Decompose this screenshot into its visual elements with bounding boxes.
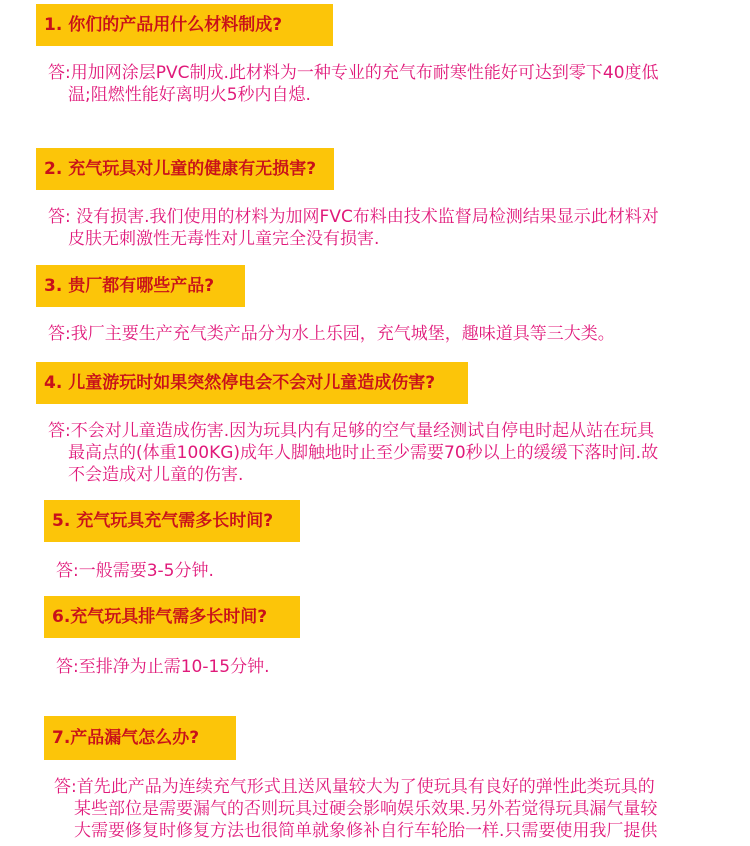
question-3: 3. 贵厂都有哪些产品? — [36, 265, 245, 307]
answer-2-line-2: 皮肤无刺激性无毒性对儿童完全没有损害. — [68, 229, 380, 249]
question-5: 5. 充气玩具充气需多长时间? — [44, 500, 300, 542]
answer-5 — [56, 560, 214, 582]
answer-7-line-1: 答:首先此产品为连续充气形式且送风量较大为了使玩具有良好的弹性此类玩具的 — [54, 777, 655, 797]
answer-1-line-2: 温;阻燃性能好离明火5秒内自熄. — [68, 85, 311, 105]
question-7: 7.产品漏气怎么办? — [44, 716, 236, 760]
question-4: 4. 儿童游玩时如果突然停电会不会对儿童造成伤害? — [36, 362, 468, 404]
answer-4-line-1: 答:不会对儿童造成伤害.因为玩具内有足够的空气量经测试自停电时起从站在玩具 — [48, 421, 655, 441]
answer-6 — [56, 656, 270, 678]
question-1: 1. 你们的产品用什么材料制成? — [36, 4, 333, 46]
answer-4 — [48, 420, 658, 486]
question-6: 6.充气玩具排气需多长时间? — [44, 596, 300, 638]
answer-3-line-1: 答:我厂主要生产充气类产品分为水上乐园，充气城堡，趣味道具等三大类。 — [48, 324, 615, 344]
answer-7-line-2: 某些部位是需要漏气的否则玩具过硬会影响娱乐效果.另外若觉得玩具漏气量较 — [74, 799, 658, 819]
question-2: 2. 充气玩具对儿童的健康有无损害? — [36, 148, 334, 190]
answer-5-line-1: 答:一般需要3-5分钟. — [56, 561, 214, 581]
answer-6-line-1: 答:至排净为止需10-15分钟. — [56, 657, 270, 677]
answer-7-line-3: 大需要修复时修复方法也很简单就象修补自行车轮胎一样.只需要使用我厂提供 — [74, 821, 658, 841]
answer-2-line-1: 答: 没有损害.我们使用的材料为加网FVC布料由技术监督局检测结果显示此材料对 — [48, 207, 659, 227]
answer-2 — [48, 206, 659, 250]
answer-7 — [54, 776, 657, 842]
answer-4-line-3: 不会造成对儿童的伤害. — [68, 465, 244, 485]
answer-4-line-2: 最高点的(体重100KG)成年人脚触地时止至少需要70秒以上的缓缓下落时间.故 — [68, 443, 659, 463]
answer-1 — [48, 62, 659, 106]
answer-1-line-1: 答:用加网涂层PVC制成.此材料为一种专业的充气布耐寒性能好可达到零下40度低 — [48, 63, 659, 83]
answer-3 — [48, 323, 615, 345]
